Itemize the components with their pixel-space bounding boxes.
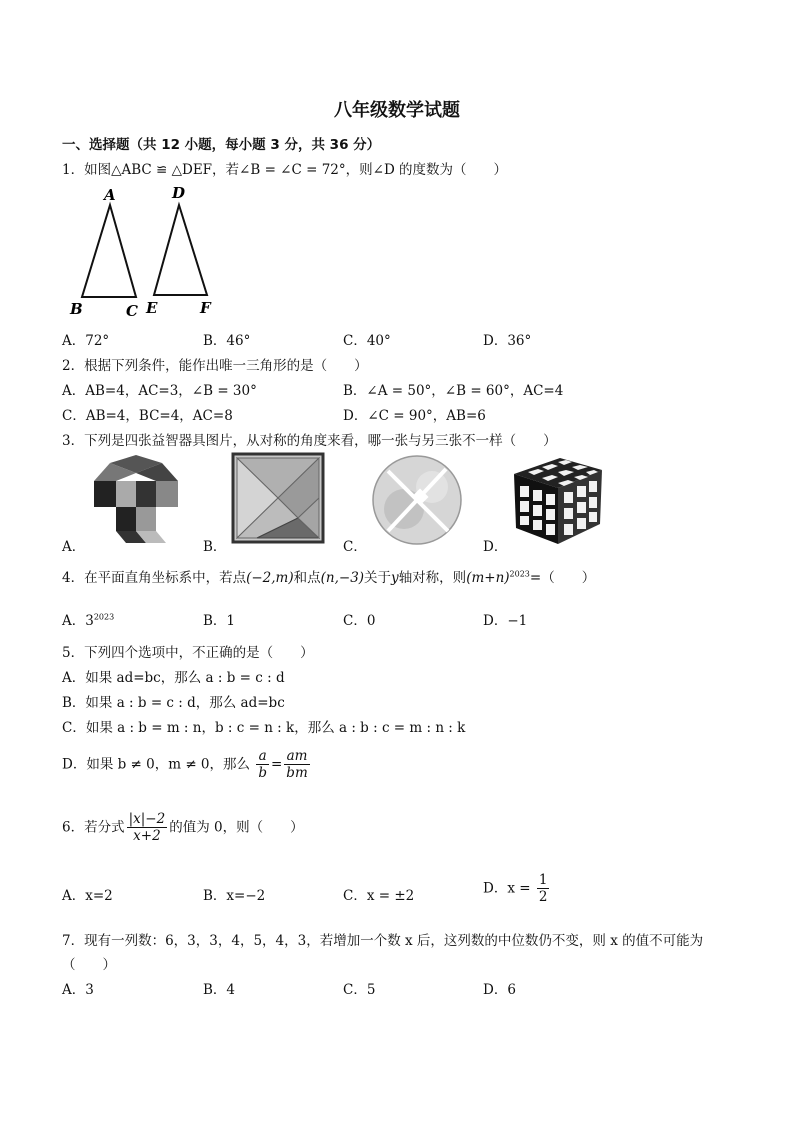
q4-text-d: 轴对称，则 <box>398 570 467 586</box>
q5-option-d <box>62 749 312 781</box>
q4-expression: (m+n) <box>466 570 510 586</box>
q1-option-b: B．46° <box>203 333 251 349</box>
q5-fraction-1-num: a <box>256 749 269 765</box>
q4-exponent: 2023 <box>509 569 530 579</box>
q6-fraction <box>127 812 168 844</box>
label-B: B <box>70 300 83 318</box>
label-C: C <box>126 302 138 318</box>
q6-option-d-den: 2 <box>538 889 548 905</box>
q3-option-b: B． <box>203 539 227 555</box>
q3-option-c: C． <box>343 539 367 555</box>
q6-fraction-num: |x|−2 <box>128 811 166 827</box>
q6-text-pre: 6．若分式 <box>62 819 125 836</box>
q4-axis: y <box>391 570 399 586</box>
q5-fraction-1 <box>256 749 269 781</box>
question-4-stem <box>62 566 595 586</box>
rubiks-cube-image <box>508 452 606 548</box>
label-E: E <box>146 299 158 317</box>
question-2-stem: 2．根据下列条件，能作出唯一三角形的是（ ） <box>62 358 368 374</box>
page-title: 八年级数学试题 <box>334 100 460 121</box>
triangle-def <box>154 205 207 295</box>
q5-equals: = <box>270 756 283 773</box>
q5-fraction-2-num: am <box>284 749 309 765</box>
q5-option-c: C．如果 a : b = m : n，b : c = n : k，那么 a : b : c = m : n : k <box>62 720 466 736</box>
q7-option-c: C．5 <box>343 982 376 998</box>
q4-text-a: 4．在平面直角坐标系中，若点 <box>62 570 247 586</box>
q4-option-b: B．1 <box>203 613 236 629</box>
q1-option-a: A．72° <box>62 333 110 349</box>
question-1-stem: 1．如图△ABC ≌ △DEF，若∠B = ∠C = 72°，则∠D 的度数为（ ） <box>62 162 508 178</box>
snake-puzzle-image <box>90 453 182 548</box>
label-D: D <box>172 184 186 202</box>
q7-option-d: D．6 <box>483 982 516 998</box>
q4-option-a-exponent: 2023 <box>93 612 115 622</box>
q3-option-d: D． <box>483 539 508 555</box>
q2-option-c: C．AB=4，BC=4，AC=8 <box>62 408 233 424</box>
q4-point-1: (−2,m) <box>246 570 294 586</box>
q6-option-d <box>483 873 551 905</box>
q5-fraction-2 <box>284 749 309 781</box>
tangram-image <box>231 452 325 544</box>
q5-option-a: A．如果 ad=bc，那么 a : b = c : d <box>62 670 285 686</box>
q6-option-c: C．x = ±2 <box>343 888 415 904</box>
triangles-figure <box>62 183 227 318</box>
question-3-stem: 3．下列是四张益智器具图片，从对称的角度来看，哪一张与另三张不一样（ ） <box>62 433 557 449</box>
q4-option-d: D．−1 <box>483 613 528 629</box>
label-A: A <box>104 186 116 204</box>
q6-option-d-num: 1 <box>538 872 548 888</box>
q6-option-a: A．x=2 <box>62 888 113 904</box>
q5-option-b: B．如果 a : b = c : d，那么 ad=bc <box>62 695 285 711</box>
q6-option-d-text: D．x = <box>483 880 531 897</box>
q6-fraction-den: x+2 <box>133 828 161 844</box>
q1-option-d: D．36° <box>483 333 532 349</box>
q6-option-d-fraction <box>537 873 550 905</box>
q4-text-b: 和点 <box>293 570 321 586</box>
q4-option-c: C．0 <box>343 613 376 629</box>
q2-option-b: B．∠A = 50°，∠B = 60°，AC=4 <box>343 383 564 399</box>
q5-fraction-2-den: bm <box>286 765 308 781</box>
section-heading: 一、选择题（共 12 小题，每小题 3 分，共 36 分） <box>62 137 381 153</box>
q2-option-d: D．∠C = 90°，AB=6 <box>343 408 486 424</box>
q6-text-post: 的值为 0，则（ ） <box>169 819 304 836</box>
label-F: F <box>200 299 211 317</box>
question-5-stem: 5．下列四个选项中，不正确的是（ ） <box>62 645 314 661</box>
q6-option-b: B．x=−2 <box>203 888 266 904</box>
q4-text-c: 关于 <box>364 570 392 586</box>
question-6-stem <box>62 812 304 844</box>
q3-option-a: A． <box>62 539 86 555</box>
q2-option-a: A．AB=4，AC=3，∠B = 30° <box>62 383 257 399</box>
q7-option-a: A．3 <box>62 982 94 998</box>
circle-puzzle-image <box>368 453 466 547</box>
q7-option-b: B．4 <box>203 982 236 998</box>
q1-option-c: C．40° <box>343 333 391 349</box>
q5-fraction-1-den: b <box>258 765 267 781</box>
q4-option-a-base: A．3 <box>62 613 94 629</box>
question-7-stem: 7．现有一列数：6，3，3，4，5，4，3，若增加一个数 x 后，这列数的中位数仍不变，则 x 的值不可能为 <box>62 933 704 949</box>
triangle-abc <box>82 205 136 297</box>
q4-text-e: =（ ） <box>529 570 596 586</box>
question-7-stem-cont: （ ） <box>62 957 116 973</box>
q5-option-d-text: D．如果 b ≠ 0，m ≠ 0，那么 <box>62 756 251 773</box>
q4-option-a <box>62 609 114 629</box>
q4-point-2: (n,−3) <box>320 570 365 586</box>
